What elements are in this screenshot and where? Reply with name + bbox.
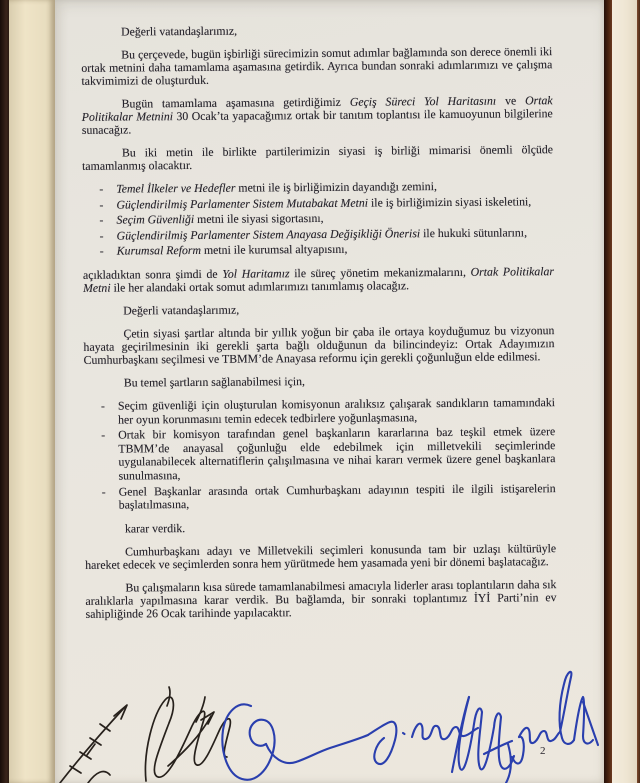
emphasized-text: Ortak Politikalar Metni (83, 264, 555, 295)
text-run: Genel Başkanlar arasında ortak Cumhurbaşkanı adayının tespiti ile ilgili istişarelerin başlatılmasına, (118, 480, 556, 512)
text-run: ile süreç yönetim mekanizmalarını, (289, 264, 471, 281)
paragraph (84, 373, 555, 390)
table-surface-left (0, 0, 9, 783)
paper-stack-edge-right (612, 0, 637, 783)
paragraph (85, 519, 556, 536)
list-bullet: - (101, 427, 106, 442)
text-run: Bu iki metin ile birlikte partilerimizin siyasi iş birliği mimarisi önemli ölçüde tamamlanmış olacaktır. (82, 142, 554, 173)
emphasized-text: Ortak Politikalar Metnini (81, 93, 553, 124)
list-bullet: - (99, 197, 104, 212)
paragraph (83, 265, 554, 295)
text-run: Seçim güvenliği için oluşturulan komisyonun aralıksız çalışarak sandıkların tamamındaki her oyun korunmasını temin edecek tedbirlere yoğunlaşmasına, (117, 395, 556, 427)
page-shadow-line-right (604, 0, 612, 783)
text-run: Bu temel şartların sağlanabilmesi için, (123, 374, 306, 390)
text-run: ile iş birliğimizin siyasi iskeletini, (367, 193, 532, 210)
text-run: Cumhurbaşkanı adayı ve Milletvekili seçimleri konusunda tam bir uzlaşı kültürüyle hareket edecek ve seçimlerden sonra hem yürütmede hem yasamada yeni bir dönemi başlatacağız. (85, 540, 557, 572)
emphasized-text: Yol Haritamız (222, 266, 290, 281)
paragraph (81, 22, 552, 39)
list-bullet: - (99, 181, 104, 196)
text-run: ile her alandaki ortak somut adımlarımızı tanımlamış olacağız. (110, 278, 410, 295)
list-bullet: - (100, 398, 105, 413)
emphasized-text: Geçiş Süreci Yol Haritasını (349, 93, 497, 109)
text-run: açıkladıktan sonra şimdi de (82, 266, 223, 282)
paper-stack-edge-left (9, 0, 55, 783)
list-bullet: - (99, 244, 104, 259)
list-item (100, 395, 556, 427)
paragraph (81, 45, 552, 88)
list-bullet: - (99, 212, 104, 227)
list-item (101, 480, 556, 513)
page-number: 2 (540, 745, 546, 757)
list-item (99, 193, 553, 212)
paragraph (85, 542, 556, 572)
text-run: Değerli vatandaşlarımız, (120, 23, 238, 39)
text-run: metni ile kurumsal altyapısını, (200, 242, 348, 258)
document-body (81, 22, 557, 630)
text-run: Bugün tamamlama aşamasına getirdiğimiz (121, 94, 350, 111)
text-run: karar verdik. (124, 520, 186, 536)
emphasized-text: Seçim Güvenliği (116, 212, 195, 227)
paragraph (85, 578, 556, 621)
paragraph (83, 301, 554, 318)
text-run: ile hukuki sütunlarını, (420, 225, 528, 240)
paragraph (82, 94, 553, 137)
list-bullet: - (99, 228, 104, 243)
emphasized-text: Güçlendirilmiş Parlamenter Sistem Anayasa Değişikliği Önerisi (116, 225, 421, 243)
bullet-list (84, 396, 556, 512)
emphasized-text: Kurumsal Reform (116, 243, 202, 258)
emphasized-text: Güçlendirilmiş Parlamenter Sistem Mutabakat Metni (116, 195, 369, 212)
text-run: metni ile iş birliğimizin dayandığı zemini, (235, 179, 437, 195)
text-run: Bu çerçevede, bugün işbirliği sürecimizin somut adımlar bağlamında son derece önemli iki ortak metnini daha tamamlama aşamasına getirdik. Ayrıca bundan sonraki adımlarımızı ve çalışma takvimimizi de oluşturduk. (81, 44, 553, 88)
bullet-list (82, 179, 554, 259)
paragraph (83, 324, 554, 367)
emphasized-text: Temel İlkeler ve Hedefler (116, 180, 236, 196)
text-run: metni ile siyasi sigortasını, (194, 211, 324, 227)
list-bullet: - (101, 484, 106, 499)
text-run: ve (496, 93, 526, 108)
paragraph (82, 143, 553, 173)
text-run: Bu çalışmaların kısa sürede tamamlanabilmesi amacıyla liderler arası toplantıların daha sık aralıklarla yapılmasına karar verdik. Bu bağlamda, bir sonraki toplantımız İYİ Parti’nin ev sahipliğinde 26 Ocak tarihinde yapılacaktır. (85, 576, 557, 621)
document-page (55, 0, 604, 783)
list-item (101, 424, 556, 483)
list-item (99, 225, 554, 243)
text-run: 30 Ocak’ta yapacağımız ortak bir tanıtım toplantısı ile kamuoyunun bilgilerine sunacağız. (81, 106, 553, 137)
text-run: Değerli vatandaşlarımız, (123, 302, 240, 318)
text-run: Çetin siyasi şartlar altında bir yıllık yoğun bir çaba ile ortaya koyduğumuz bu vizyonun hayata geçirilmesinin iki gerekli şarta bağlı olduğunun da bilincindeyiz: Ortak Adayımızın Cumhurbaşkanı seçilmesi ve TBMM’de Anayasa reformu için gerekli çoğunluğun elde edilmesi. (83, 323, 555, 367)
list-item (99, 242, 554, 259)
text-run: Ortak bir komisyon tarafından genel başkanların kararlarına baz teşkil etmek üzere TBMM’de anayasal çoğunluğu elde edebilmek için milletvekili seçimlerinde uygulanabilecek alternatiflerin çalışılmasına ve nihai kararı vermek üzere genel başkanlara sunulmasına, (118, 424, 556, 483)
